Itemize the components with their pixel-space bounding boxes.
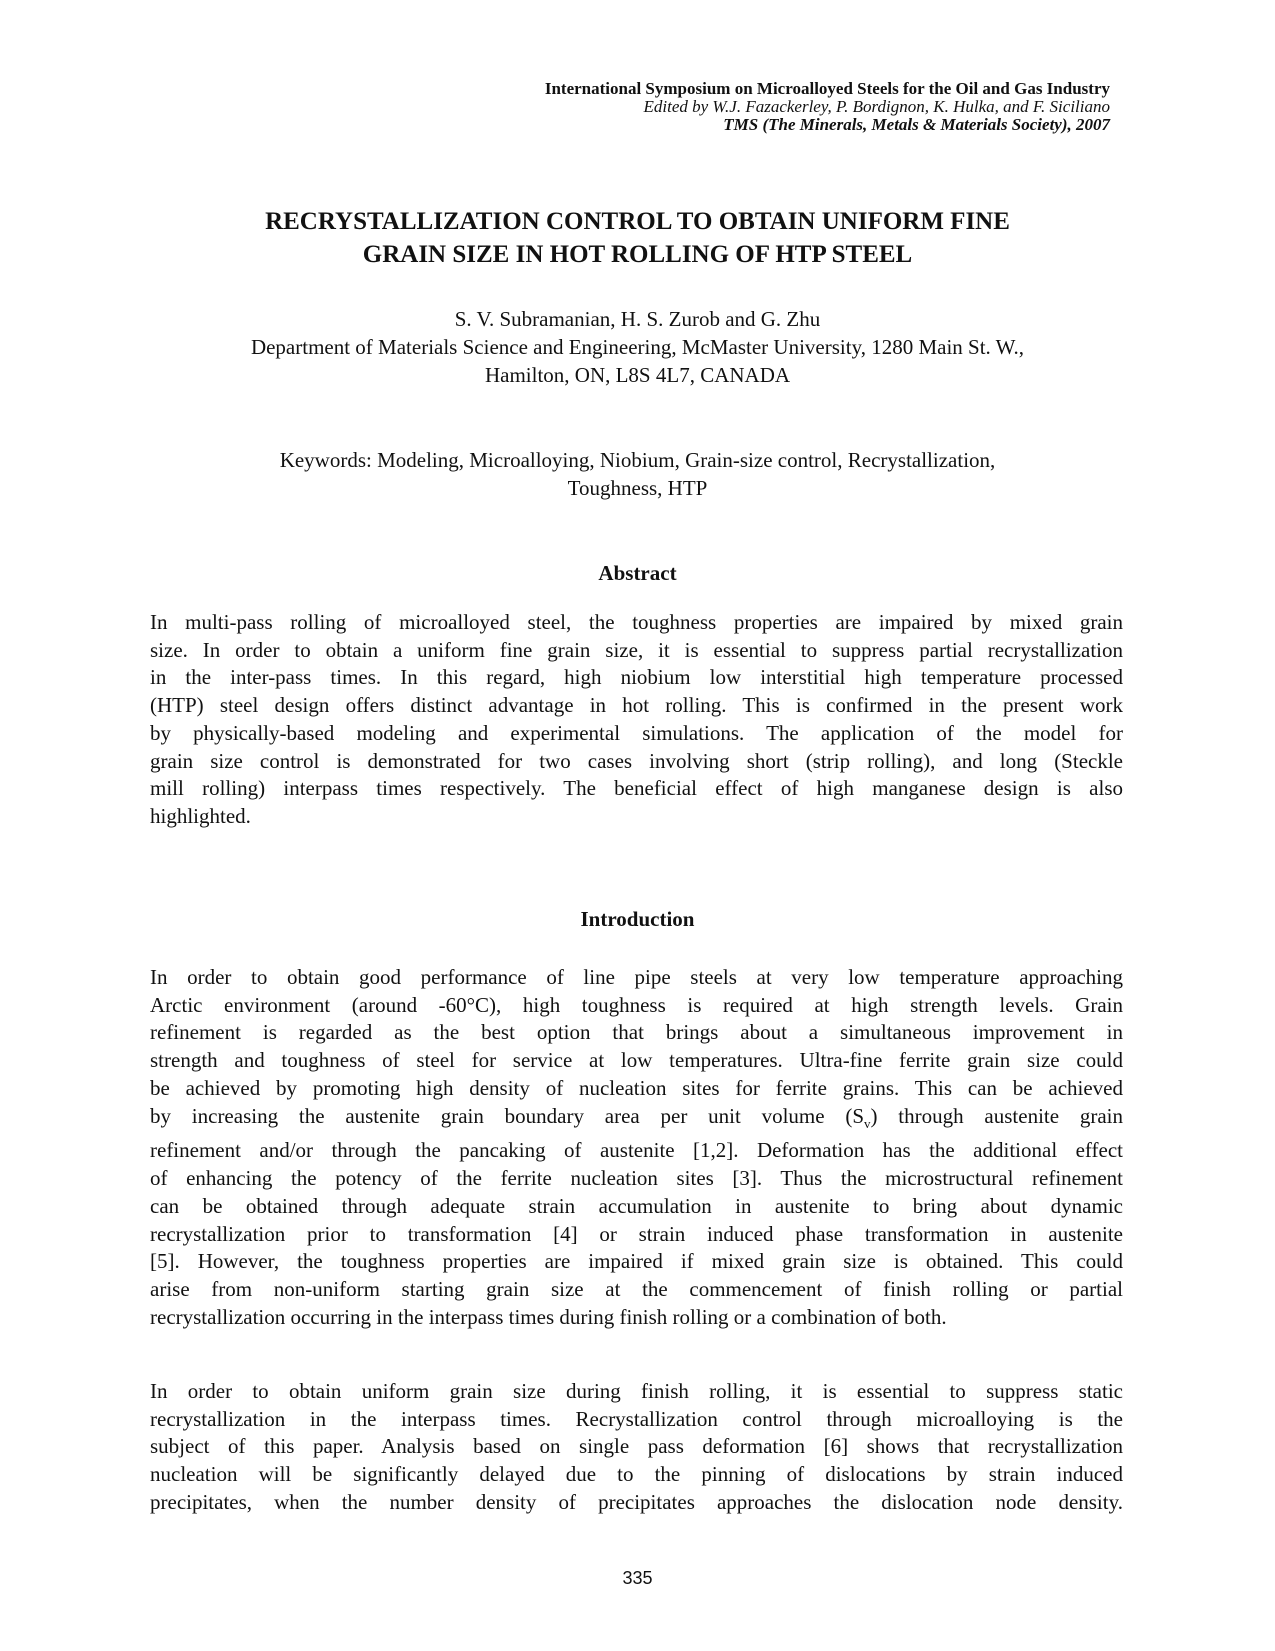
keywords-line: Toughness, HTP: [567, 476, 708, 500]
text-line: size. In order to obtain a uniform fine grain size, it is essential to suppress partial recrystallization: [150, 637, 1123, 662]
text-line: recrystallization occurring in the interpass times during finish rolling or a combination of both.: [150, 1304, 947, 1329]
text-line: [5]. However, the toughness properties are impaired if mixed grain size is obtained. This could: [150, 1249, 1123, 1274]
text-line: highlighted.: [150, 803, 251, 828]
paper-title: [150, 205, 1125, 271]
text-line: In order to obtain good performance of line pipe steels at very low temperature approaching: [150, 965, 1123, 989]
text-line: In multi-pass rolling of microalloyed steel, the toughness properties are impaired by mixed grain: [150, 610, 1123, 634]
text-fragment: by increasing the austenite grain boundary area per unit volume (S: [150, 1103, 865, 1128]
paper-title-line: RECRYSTALLIZATION CONTROL TO OBTAIN UNIFORM FINE: [265, 208, 1010, 235]
text-line: subject of this paper. Analysis based on single pass deformation [6] shows that recrystallization: [150, 1434, 1123, 1459]
conference-editors: Edited by W.J. Fazackerley, P. Bordignon, K. Hulka, and F. Siciliano: [643, 97, 1110, 116]
introduction-paragraph-2: [150, 1378, 1123, 1517]
text-line: by physically-based modeling and experimental simulations. The application of the model for: [150, 720, 1123, 745]
text-line: mill rolling) interpass times respectively. The beneficial effect of high manganese design is also: [150, 776, 1123, 801]
text-line: refinement is regarded as the best option that brings about a simultaneous improvement in: [150, 1020, 1123, 1045]
affiliation-line: Department of Materials Science and Engineering, McMaster University, 1280 Main St. W.,: [250, 335, 1025, 359]
text-line: recrystallization prior to transformation [4] or strain induced phase transformation in austenite: [150, 1221, 1123, 1246]
affiliation-line: Hamilton, ON, L8S 4L7, CANADA: [484, 363, 791, 387]
text-fragment: ) through austenite grain: [870, 1103, 1124, 1128]
author-block: [150, 305, 1125, 389]
text-line: nucleation will be significantly delayed due to the pinning of dislocations by strain induced: [150, 1462, 1123, 1487]
text-line: be achieved by promoting high density of nucleation sites for ferrite grains. This can be achieved: [150, 1075, 1123, 1100]
conference-header: [150, 80, 1110, 134]
abstract-paragraph: [150, 609, 1123, 831]
text-line: precipitates, when the number density of precipitates approaches the dislocation node density.: [150, 1489, 1123, 1514]
text-line: in the inter-pass times. In this regard, high niobium low interstitial high temperature processed: [150, 665, 1123, 690]
conference-title: International Symposium on Microalloyed Steels for the Oil and Gas Industry: [544, 79, 1110, 98]
author-names: S. V. Subramanian, H. S. Zurob and G. Zhu: [454, 307, 821, 331]
keywords-line: Keywords: Modeling, Microalloying, Niobium, Grain-size control, Recrystallization,: [279, 448, 996, 472]
abstract-heading: Abstract: [598, 561, 677, 585]
text-line-sv: [150, 1103, 1123, 1138]
text-line: refinement and/or through the pancaking of austenite [1,2]. Deformation has the additional effect: [150, 1138, 1123, 1163]
text-line: In order to obtain uniform grain size during finish rolling, it is essential to suppress static: [150, 1379, 1123, 1403]
text-line: Arctic environment (around -60°C), high toughness is required at high strength levels. Grain: [150, 992, 1123, 1017]
text-line: (HTP) steel design offers distinct advantage in hot rolling. This is confirmed in the present work: [150, 693, 1123, 718]
conference-publisher: TMS (The Minerals, Metals & Materials Society), 2007: [723, 115, 1110, 134]
keywords: [150, 446, 1125, 502]
introduction-paragraph-1: [150, 964, 1123, 1331]
text-line: strength and toughness of steel for service at low temperatures. Ultra-fine ferrite grain size could: [150, 1048, 1123, 1073]
introduction-heading: Introduction: [580, 907, 695, 931]
text-line: arise from non-uniform starting grain size at the commencement of finish rolling or partial: [150, 1276, 1123, 1301]
text-line: can be obtained through adequate strain accumulation in austenite to bring about dynamic: [150, 1193, 1123, 1218]
text-line: of enhancing the potency of the ferrite nucleation sites [3]. Thus the microstructural refinement: [150, 1166, 1123, 1191]
paper-title-line: GRAIN SIZE IN HOT ROLLING OF HTP STEEL: [362, 241, 913, 268]
subscript-v: v: [864, 1115, 871, 1131]
text-line: grain size control is demonstrated for two cases involving short (strip rolling), and long (Steckle: [150, 748, 1123, 773]
text-line: recrystallization in the interpass times. Recrystallization control through microalloying is the: [150, 1406, 1123, 1431]
page-number: 335: [622, 1568, 653, 1588]
